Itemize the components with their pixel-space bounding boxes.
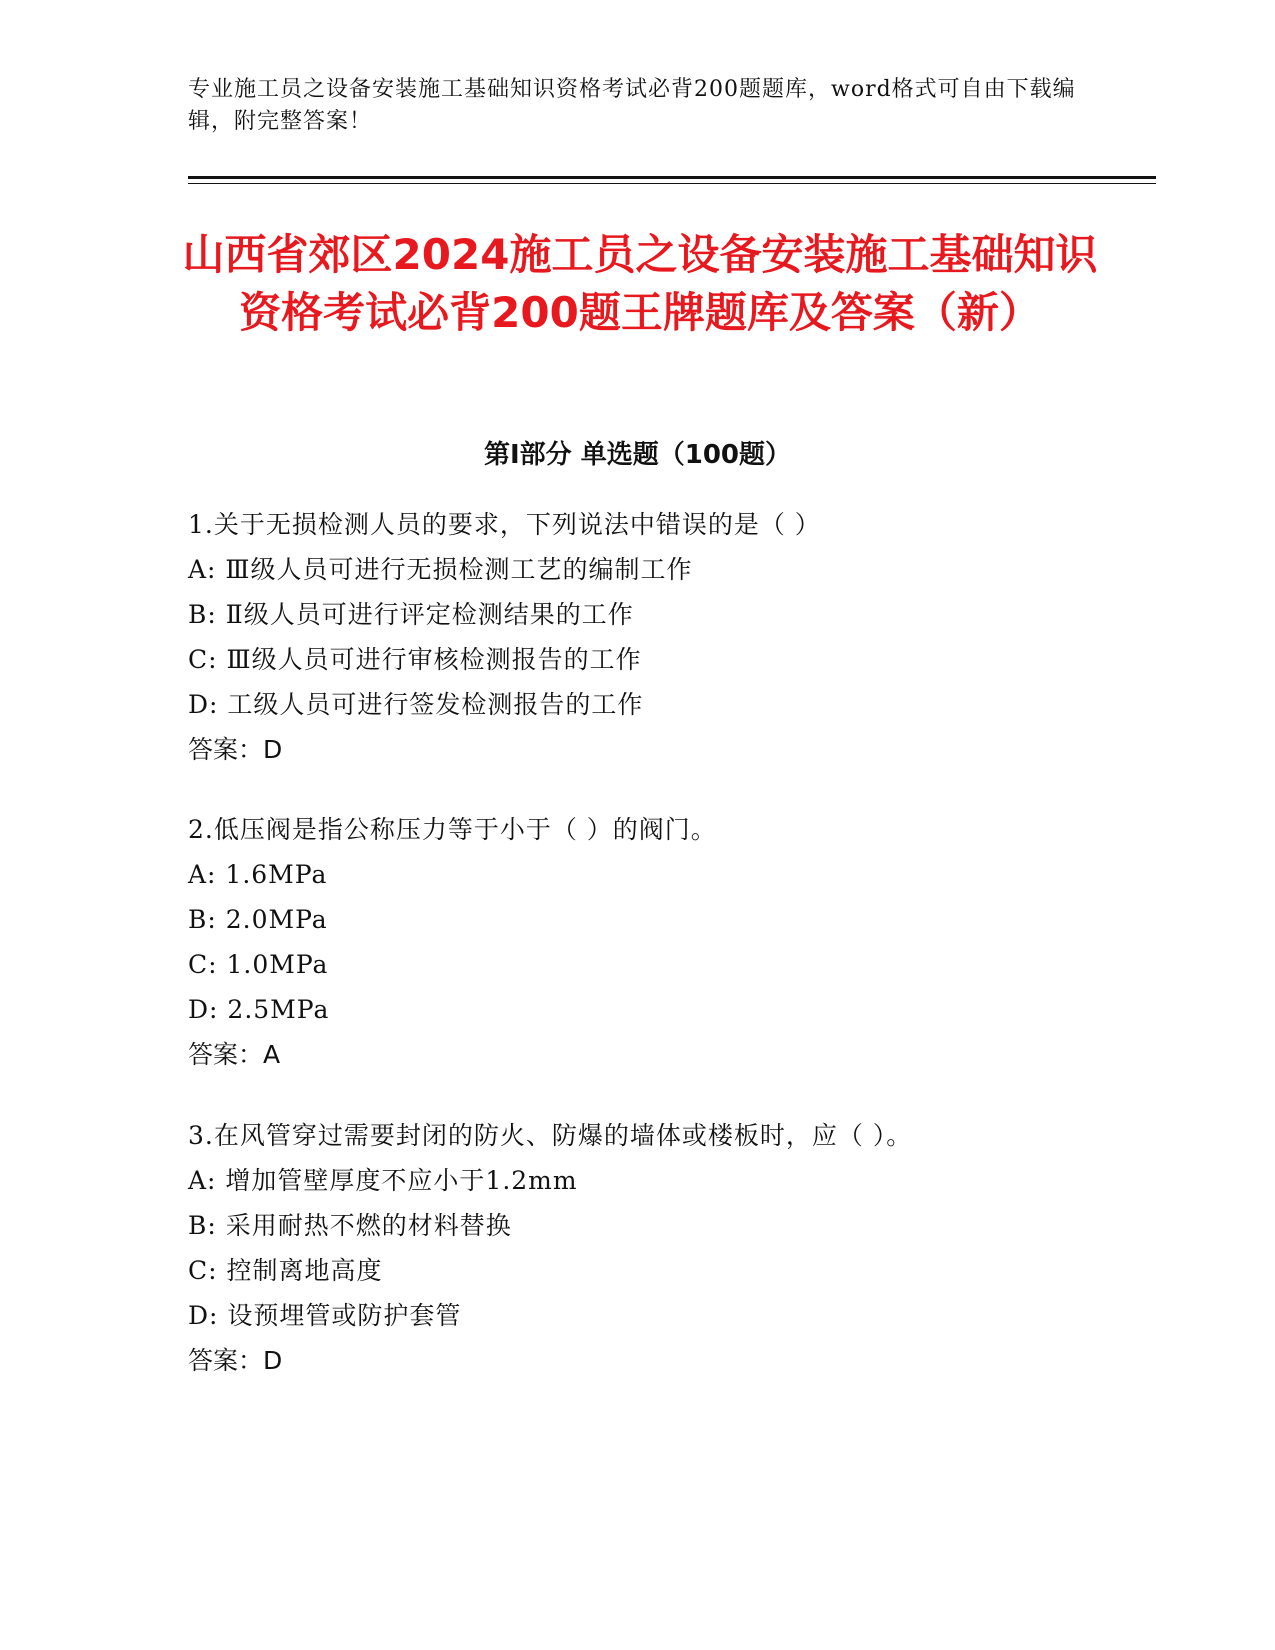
- question-stem: 1.关于无损检测人员的要求，下列说法中错误的是（ ）: [188, 510, 821, 539]
- option-d: D: 2.5MPa: [188, 995, 330, 1024]
- question-stem: 2.低压阀是指公称压力等于小于（ ）的阀门。: [188, 815, 717, 844]
- section-heading: 第Ⅰ部分 单选题（100题）: [484, 440, 791, 470]
- option-c: C: 1.0MPa: [188, 950, 329, 979]
- option-c: C: Ⅲ级人员可进行审核检测报告的工作: [188, 645, 642, 674]
- option-a: A: 增加管壁厚度不应小于1.2mm: [188, 1166, 578, 1195]
- option-b: B: Ⅱ级人员可进行评定检测结果的工作: [188, 600, 634, 629]
- option-b: B: 2.0MPa: [188, 905, 328, 934]
- document-title: 山西省郊区2024施工员之设备安装施工基础知识资格考试必背200题王牌题库及答案（新）: [182, 230, 1098, 337]
- option-c: C: 控制离地高度: [188, 1256, 383, 1285]
- question-stem: 3.在风管穿过需要封闭的防火、防爆的墙体或楼板时，应（ ）。: [188, 1121, 913, 1150]
- question-1: [188, 502, 1148, 772]
- answer: 答案：D: [188, 1346, 283, 1375]
- option-a: A: 1.6MPa: [188, 860, 328, 889]
- option-b: B: 采用耐热不燃的材料替换: [188, 1211, 512, 1240]
- header-divider-thick: [188, 176, 1156, 179]
- option-a: A: Ⅲ级人员可进行无损检测工艺的编制工作: [188, 555, 693, 584]
- answer: 答案：D: [188, 735, 283, 764]
- header-divider-thin: [188, 183, 1156, 184]
- header-note: 专业施工员之设备安装施工基础知识资格考试必背200题题库，word格式可自由下载编辑，附完整答案！: [188, 77, 1076, 134]
- option-d: D: 工级人员可进行签发检测报告的工作: [188, 690, 644, 719]
- option-d: D: 设预埋管或防护套管: [188, 1301, 462, 1330]
- question-2: [188, 807, 1148, 1077]
- question-3: [188, 1113, 1148, 1383]
- answer: 答案：A: [188, 1040, 281, 1069]
